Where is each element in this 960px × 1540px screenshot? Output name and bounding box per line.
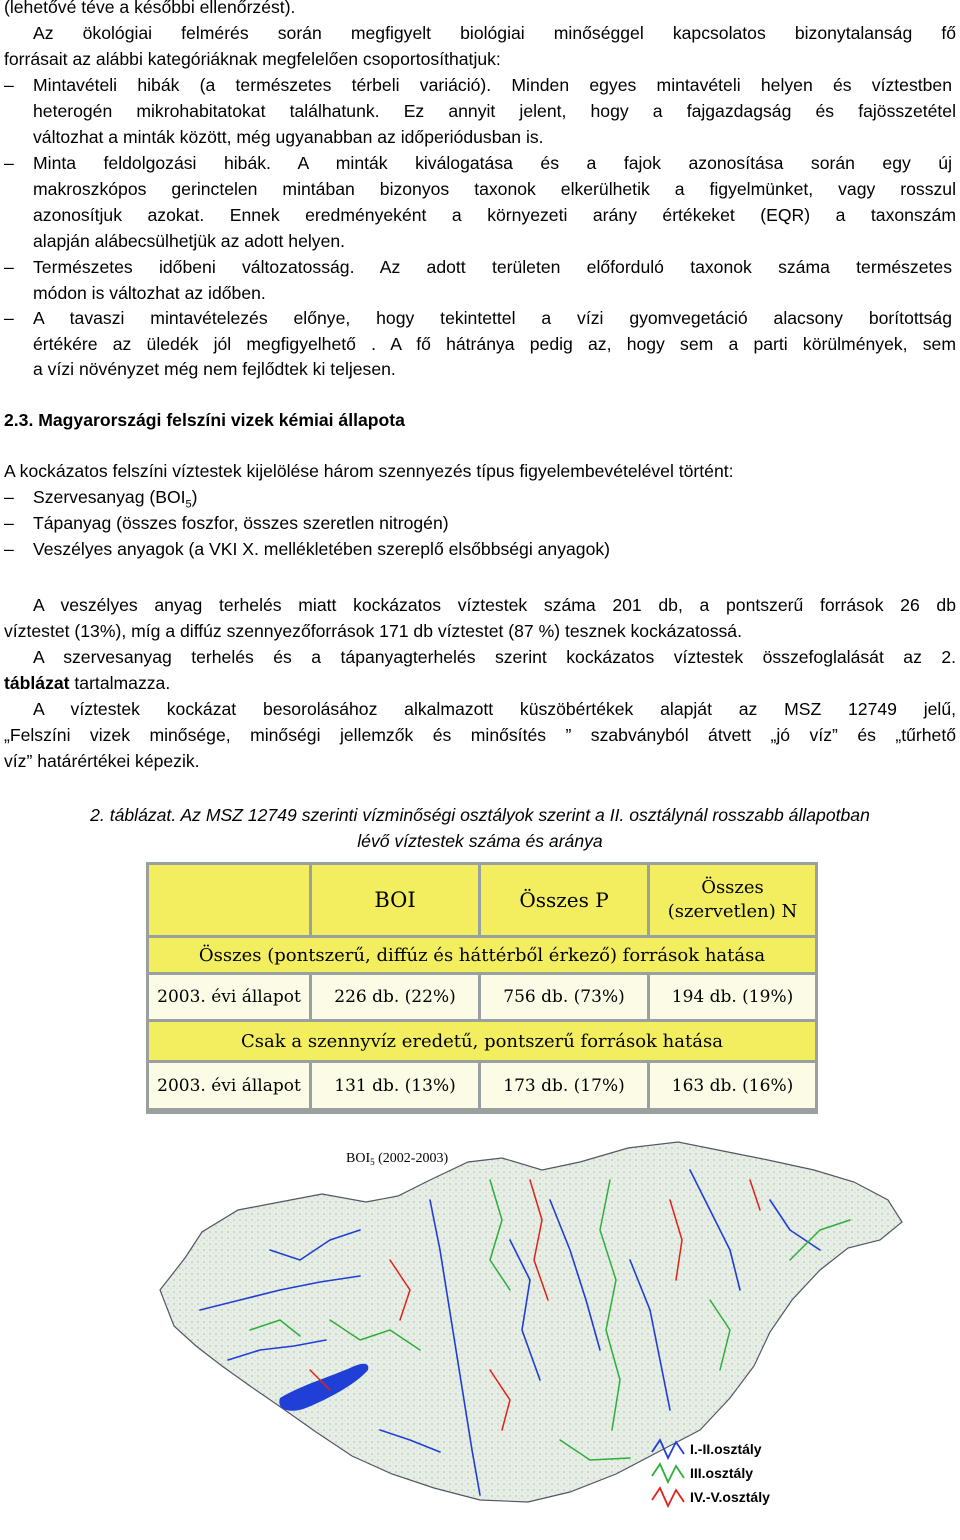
text-line: módon is változhat az időben. [33, 283, 266, 303]
text-line: forrásait az alábbi kategóriáknak megfelelően csoportosíthatjuk: [4, 49, 501, 69]
table-section-header: Összes (pontszerű, diffúz és háttérből érkező) források hatása [149, 938, 815, 972]
text-line: változhat a minták között, még ugyanabban az időperiódusban is. [33, 127, 544, 147]
text-line: (lehetővé téve a későbbi ellenőrzést). [4, 0, 296, 17]
dash-bullet: – [4, 153, 14, 173]
table-cell: 194 db. (19%) [650, 975, 815, 1019]
text-line: A szervesanyag terhelés és a tápanyagterhelés szerint kockázatos víztestek összefoglalását az 2. [33, 647, 956, 667]
table-cell: 2003. évi állapot [149, 975, 309, 1019]
legend-swatch-class45 [652, 1488, 684, 1506]
text-line: Szervesanyag $(BOI_5)$ [33, 487, 198, 511]
text-line: „Felszíni vizek minősége, minőségi jellemzők és minősítés ” szabványból átvett „jó víz” és „tűrhető [4, 725, 956, 745]
table-caption: 2. táblázat. Az MSZ 12749 szerinti vízminőségi osztályok szerint a II. osztálynál rosszabb állapotban [90, 805, 870, 825]
results-table [146, 862, 818, 1114]
table-header: Összes (szervetlen) N [650, 865, 815, 935]
text-line: A tavaszi mintavételezés előnye, hogy tekintettel a vízi gyomvegetáció alacsony borítottság [33, 308, 952, 328]
text-line: a vízi növényzet még nem fejlődtek ki teljesen. [33, 359, 396, 379]
map-graphic [130, 1140, 910, 1535]
text-line: A veszélyes anyag terhelés miatt kockázatos víztestek száma 201 db, a pontszerű források 26 db [33, 595, 956, 615]
text-line: Tápanyag (összes foszfor, összes szeretlen nitrogén) [33, 513, 449, 533]
section-heading: 2.3. Magyarországi felszíni vizek kémiai állapota [4, 410, 405, 430]
country-outline [160, 1142, 902, 1502]
table-section-header: Csak a szennyvíz eredetű, pontszerű források hatása [149, 1022, 815, 1060]
table-cell: 131 db. (13%) [312, 1063, 478, 1108]
map-title: $BOI_5$ (2002-2003) [346, 1151, 449, 1167]
text-line: heterogén mikrohabitatokat találhatunk. Ez annyit jelent, hogy a fajgazdagság és fajösszetétel [33, 101, 956, 121]
text-line: Minta feldolgozási hibák. A minták kiválogatása és a fajok azonosítása során egy új [33, 153, 952, 173]
table-cell: 173 db. (17%) [481, 1063, 647, 1108]
table-cell: 756 db. (73%) [481, 975, 647, 1019]
text-line: értékére az üledék jól megfigyelhető . A fő hátránya pedig az, hogy sem a parti körülmények, sem [33, 334, 956, 354]
dash-bullet: – [4, 487, 14, 507]
river-quality-map [130, 1140, 910, 1535]
dash-bullet: – [4, 539, 14, 559]
legend-label: IV.-V.osztály [690, 1489, 770, 1505]
text-line: alapján alábecsülhetjük az adott helyen. [33, 231, 346, 251]
text-line: makroszkópos gerinctelen mintában bizonyos taxonok elkerülhetik a figyelmünket, vagy rosszul [33, 179, 956, 199]
text-line: víz” határértékei képezik. [4, 751, 200, 771]
legend-swatch-class3 [652, 1464, 684, 1482]
text-line: Mintavételi hibák (a természetes térbeli variáció). Minden egyes mintavételi helyen és víztestben [33, 75, 952, 95]
text-line: azonosítjuk azokat. Ennek eredményeként a környezeti arány értékeket (EQR) a taxonszám [33, 205, 956, 225]
legend-label: I.-II.osztály [690, 1441, 762, 1457]
table-cell: 226 db. (22%) [312, 975, 478, 1019]
map-legend [652, 1440, 770, 1506]
table-caption: lévő víztestek száma és aránya [357, 831, 603, 851]
table-header: Összes P [481, 865, 647, 935]
dash-bullet: – [4, 75, 14, 95]
table-cell: 2003. évi állapot [149, 1063, 309, 1108]
dash-bullet: – [4, 257, 14, 277]
text-line: A víztestek kockázat besorolásához alkalmazott küszöbértékek alapját az MSZ 12749 jelű, [33, 699, 956, 719]
table-header: BOI [312, 865, 478, 935]
table-header-empty [149, 865, 309, 935]
table-cell: 163 db. (16%) [650, 1063, 815, 1108]
text-line: Az ökológiai felmérés során megfigyelt biológiai minőséggel kapcsolatos bizonytalanság fő [33, 23, 956, 43]
text-line: víztestet (13%), míg a diffúz szennyezőforrások 171 db víztestet (87 %) tesznek kockázatossá. [4, 621, 742, 641]
dash-bullet: – [4, 308, 14, 328]
text-line: táblázat tartalmazza. [4, 673, 171, 693]
dash-bullet: – [4, 513, 14, 533]
legend-label: III.osztály [690, 1465, 754, 1481]
text-line: Természetes időbeni változatosság. Az adott területen előforduló taxonok száma természetes [33, 257, 952, 277]
text-line: Veszélyes anyagok (a VKI X. mellékletében szereplő elsőbbségi anyagok) [33, 539, 611, 559]
text-line: A kockázatos felszíni víztestek kijelölése három szennyezés típus figyelembevételével történt: [4, 461, 734, 481]
